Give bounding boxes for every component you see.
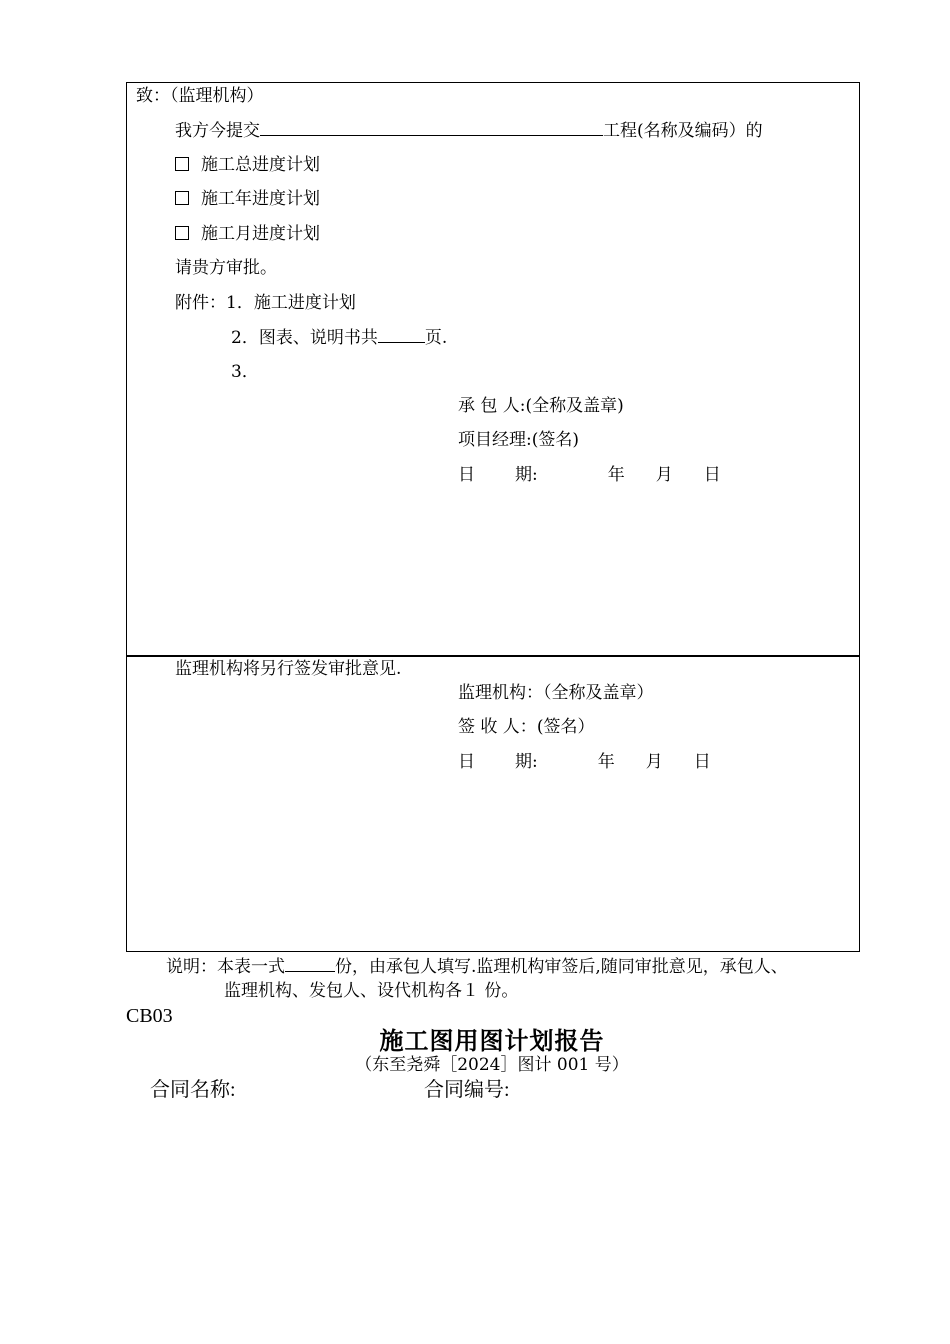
contractor-value: (全称及盖章) bbox=[525, 396, 624, 416]
attachment-2-prefix: 2．图表、说明书共 bbox=[231, 328, 378, 348]
project-manager-line bbox=[458, 429, 579, 451]
note-line-1 bbox=[166, 955, 788, 978]
option-total-schedule bbox=[175, 154, 320, 176]
date-label-1: 日 bbox=[458, 752, 475, 772]
page-count-blank[interactable] bbox=[378, 326, 425, 343]
agency-line bbox=[458, 682, 654, 704]
submit-suffix: 工程(名称及编码）的 bbox=[603, 121, 763, 141]
agency-label: 监理机构： bbox=[458, 683, 543, 703]
project-name-blank[interactable] bbox=[260, 119, 603, 136]
document-number: （东至尧舜［2024］图计 001 号） bbox=[355, 1055, 629, 1075]
note-prefix: 说明：本表一式 bbox=[166, 957, 285, 977]
checkbox-monthly-schedule[interactable] bbox=[175, 226, 189, 240]
attachment-line-3: 3． bbox=[231, 362, 259, 382]
checkbox-total-schedule[interactable] bbox=[175, 157, 189, 171]
submit-prefix: 我方今提交 bbox=[175, 121, 260, 141]
pm-value: (签名) bbox=[531, 430, 579, 450]
month-label: 月 bbox=[655, 465, 673, 485]
date-line-upper bbox=[458, 464, 721, 486]
agency-value: （全称及盖章） bbox=[543, 683, 654, 703]
note-line-2: 监理机构、发包人、设代机构各１ 份。 bbox=[224, 981, 519, 1001]
date-label-2: 期: bbox=[515, 465, 538, 485]
year-label: 年 bbox=[607, 465, 625, 485]
attachment-line-1 bbox=[175, 292, 356, 314]
year-label: 年 bbox=[597, 752, 615, 772]
date-label-1: 日 bbox=[458, 465, 475, 485]
date-line-lower bbox=[458, 751, 711, 773]
note-suffix: 份，由承包人填写.监理机构审签后,随同审批意见，承包人、 bbox=[335, 957, 788, 977]
attachment-item-1: 1．施工进度计划 bbox=[226, 293, 356, 313]
copies-blank[interactable] bbox=[285, 955, 335, 972]
pm-label: 项目经理: bbox=[458, 430, 532, 450]
attachment-label: 附件： bbox=[175, 293, 226, 313]
to-line: 致：（监理机构） bbox=[136, 86, 264, 106]
option-monthly-schedule bbox=[175, 223, 320, 245]
receiver-value: (签名） bbox=[536, 717, 595, 737]
date-label-2: 期: bbox=[515, 752, 538, 772]
option-label: 施工月进度计划 bbox=[201, 224, 320, 244]
form-code: CB03 bbox=[126, 1005, 173, 1027]
contract-name-label: 合同名称: bbox=[150, 1079, 236, 1101]
contractor-line bbox=[458, 395, 624, 417]
day-label: 日 bbox=[693, 752, 711, 772]
attachment-2-suffix: 页. bbox=[424, 328, 448, 348]
checkbox-annual-schedule[interactable] bbox=[175, 191, 189, 205]
option-annual-schedule bbox=[175, 188, 320, 210]
contractor-label: 承 包 人: bbox=[458, 396, 526, 416]
contract-number-label: 合同编号: bbox=[424, 1079, 510, 1101]
option-label: 施工总进度计划 bbox=[201, 155, 320, 175]
day-label: 日 bbox=[703, 465, 721, 485]
receiver-line bbox=[458, 716, 594, 738]
submit-line bbox=[175, 119, 763, 142]
approval-notice: 监理机构将另行签发审批意见. bbox=[175, 659, 402, 679]
request-line: 请贵方审批。 bbox=[175, 258, 277, 278]
receiver-label: 签 收 人： bbox=[458, 717, 537, 737]
attachment-line-2 bbox=[231, 326, 447, 349]
form-title: 施工图用图计划报告 bbox=[379, 1026, 605, 1055]
option-label: 施工年进度计划 bbox=[201, 189, 320, 209]
month-label: 月 bbox=[645, 752, 663, 772]
